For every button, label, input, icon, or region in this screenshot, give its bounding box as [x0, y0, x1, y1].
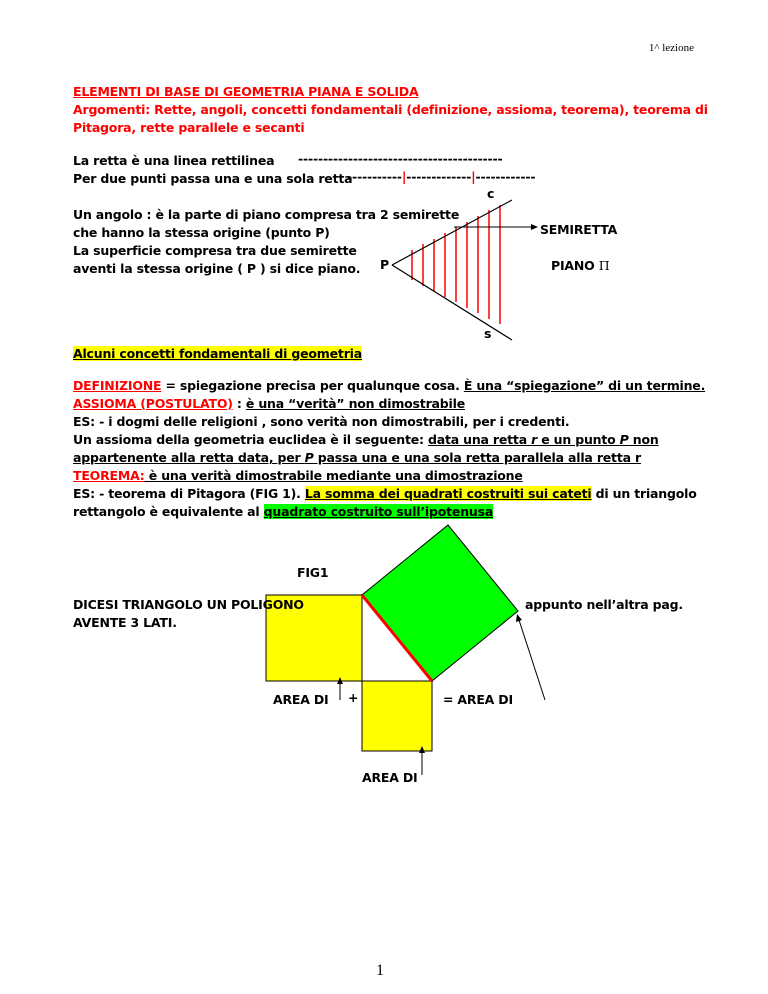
area-label-eq: = AREA DI — [443, 692, 513, 707]
main-title: ELEMENTI DI BASE DI GEOMETRIA PIANA E SOLIDA — [73, 84, 419, 99]
area-label-2: AREA DI — [362, 770, 418, 785]
label-piano: PIANO Π — [551, 258, 610, 273]
retta-dashes: ----------------------------------------- — [298, 151, 503, 166]
angolo-line-4: aventi la stessa origine ( P ) si dice piano. — [73, 261, 361, 276]
page-number: 1 — [376, 962, 384, 979]
pitagora-line-2: rettangolo è equivalente al quadrato costruito sull’ipotenusa — [73, 504, 494, 519]
angolo-line-2: che hanno la stessa origine (punto P) — [73, 225, 330, 240]
retta-definition: La retta è una linea rettilinea — [73, 153, 275, 168]
topics-line-1: Argomenti: Rette, angoli, concetti fondamentali (definizione, assioma, teorema), teorema di — [73, 102, 708, 117]
label-s: s — [484, 326, 492, 341]
lesson-header: 1^ lezione — [648, 42, 694, 54]
assioma-example-1: ES: - i dogmi delle religioni , sono verità non dimostrabili, per i credenti. — [73, 414, 570, 429]
label-p: P — [380, 257, 389, 272]
angolo-line-3: La superficie compresa tra due semirette — [73, 243, 357, 258]
retta-two-points: Per due punti passa una e una sola retta — [73, 171, 353, 186]
assioma-euclid-2: appartenente alla retta data, per P passa una e una sola retta parallela alla retta r — [73, 450, 641, 465]
assioma-euclid-1: Un assioma della geometria euclidea è il seguente: data una retta r e un punto P non — [73, 432, 659, 447]
area-label-1: AREA DI — [273, 692, 329, 707]
plus-sign: + — [348, 690, 359, 705]
angolo-line-1: Un angolo : è la parte di piano compresa tra 2 semirette — [73, 207, 460, 222]
label-semiretta: SEMIRETTA — [540, 222, 618, 237]
teorema-line: TEOREMA: è una verità dimostrabile mediante una dimostrazione — [73, 468, 523, 483]
appunto-note: appunto nell’altra pag. — [525, 597, 683, 612]
fig-label: FIG1 — [297, 565, 329, 580]
pitagora-line-1: ES: - teorema di Pitagora (FIG 1). La somma dei quadrati costruiti sui cateti di un triangolo — [73, 486, 697, 501]
square-leg-small — [362, 681, 432, 751]
dicesi-line-2: AVENTE 3 LATI. — [73, 615, 177, 630]
label-c: c — [487, 186, 495, 201]
definizione-line: DEFINIZIONE = spiegazione precisa per qualunque cosa. È una “spiegazione” di un termine. — [73, 378, 706, 393]
arrow-area-hyp — [519, 620, 545, 700]
retta-segment: -----------|-------------|------------ — [347, 169, 536, 184]
dicesi-line-1: DICESI TRIANGOLO UN POLIGONO — [73, 597, 304, 612]
concetti-heading: Alcuni concetti fondamentali di geometria — [73, 346, 362, 361]
assioma-line: ASSIOMA (POSTULATO) : è una “verità” non dimostrabile — [73, 396, 465, 411]
topics-line-2: Pitagora, rette parallele e secanti — [73, 120, 305, 135]
